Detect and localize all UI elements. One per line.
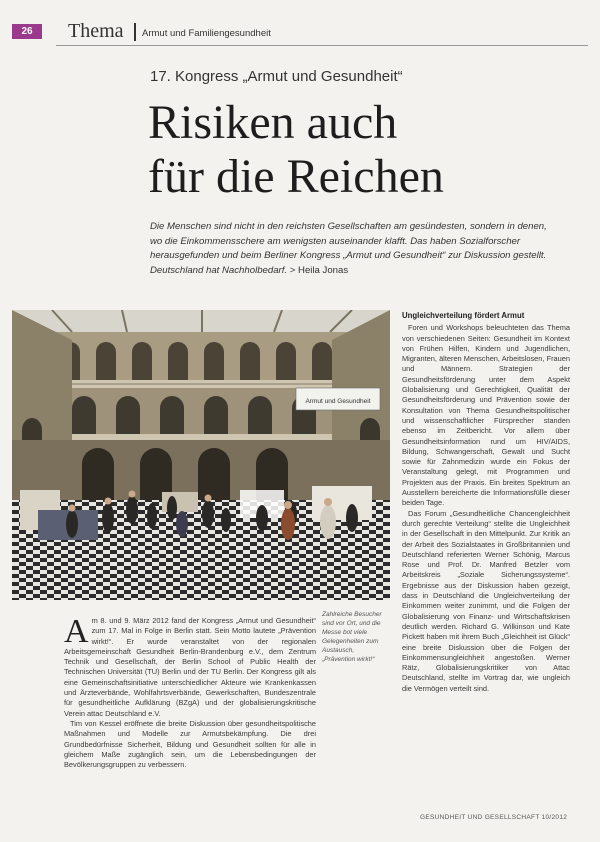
left-paragraph-1-text: m 8. und 9. März 2012 fand der Kongress „Armut und Gesundheit“ zum 17. Mal in Folge in Berlin statt. Sein Motto lautete „Prävention wirkt!“. Er wurde veranstaltet von der regionalen Arbeitsgemeinschaft Gesundheit Berlin-Brandenburg e.V., dem Zentrum Technik und Gesellschaft, der Berlin School of Public Health der Technischen Universität (TU) Berlin und der TU Berlin. Der Kongress gilt als eine Gemeinschaftsinitiative unterschiedlicher Akteure wie Krankenkassen und Ärzteverbände, Wohlfahrtsverbände, Gewerkschaften, Bundeszentrale für gesundheitliche Aufklärung (BZgA) und der globalisierungskritische Verein attac Deutschland e.V.	[64, 616, 316, 718]
left-column	[64, 613, 316, 770]
lead-text: Die Menschen sind nicht in den reichsten Gesellschaften am gesündesten, sondern in denen, wo die Einkommensschere am wenigsten auseinander klafft. Das haben Sozialforscher herausgefunden und beim Berliner Kongress „Armut und Gesundheit“ zur Diskussion gestellt. Deutschland hat Nachholbedarf.	[150, 221, 547, 276]
section-title: Thema	[68, 20, 124, 42]
article-title	[148, 96, 568, 204]
right-paragraph-1: Foren und Workshops beleuchteten das Thema von verschiedenen Seiten: Gesundheit im Kontext von Frühen Hilfen, Kindern und Jugendlichen, Migranten, älteren Menschen, Arbeitslosen, Frauen und Männern. Strategien der Gesundheitsförderung unter dem Aspekt Globalisierung und Gerechtigkeit, Qualität der Gesundheitsförderung und Prävention sowie der Konsultation von Thema Gesundheitspolitischer und wissenschaftlicher Fürsprecher standen ebenso im Zeitbericht. Vor allem über Gesundheitsinformation rund um HIV/AIDS, Bildung, Schwangerschaft, Gewalt und Sucht sowie für Zahnmedizin wurde ein Fokus der Veranstaltung gelegt, mit Programmen und Projekten aus der Praxis. Ein breites Spektrum an Ausstellern bereicherte die Informationsfülle dieser beiden Tage.	[402, 323, 570, 508]
congress-hall-photo	[12, 310, 390, 600]
article-lead	[150, 220, 555, 278]
article-kicker: 17. Kongress „Armut und Gesundheit“	[150, 68, 403, 85]
right-paragraph-2: Das Forum „Gesundheitliche Chancengleichheit durch gerechte Verteilung“ stellte die Ungleichheit in der Gesellschaft in den Mittelpunkt. Zur Kritik an der Arbeit des Sozialstaates in Großbritannien und Deutschland referierten Werner Schönig, Marcus Rose und Prof. Dr. Manfred Betzler vom Arbeitskreis „Soziale Sicherungssysteme“. Ergebnisse aus der Diskussion haben gezeigt, dass in Deutschland die Ungleichverteilung der Einkommen weiter zunimmt, und die Folgen der Globalisierung von Finanz- und Wirtschaftskrisen deutlich werden. Richard G. Wilkinson und Kate Pickett haben mit ihrem Buch „Gleichheit ist Glück“ eine breite Diskussion über die Folgen der Einkommensungleichheit angestoßen. Werner Rätz, Globalisierungskritiker von Attac Deutschland, stellte im Vortrag dar, wie ungleich die Vermögen verteilt sind.	[402, 508, 570, 693]
right-column	[402, 311, 570, 694]
right-column-heading: Ungleichverteilung fördert Armut	[402, 311, 525, 320]
page-footer: GESUNDHEIT UND GESELLSCHAFT 10/2012	[420, 814, 568, 821]
drop-cap: A	[64, 613, 89, 650]
page-number: 26	[12, 24, 42, 39]
section-divider	[134, 23, 136, 41]
left-paragraph-1	[64, 613, 316, 719]
left-paragraph-2: Tim von Kessel eröffnete die breite Diskussion über gesundheitspolitische Maßnahmen und Modelle zur Armutsbekämpfung. Die drei Grundbedürfnisse Sicherheit, Bildung und Gesundheit sollten für alle in gleichem Maße zugänglich sein, um die Lebensbedingungen der Bevölkerungsgruppen zu verbessern.	[64, 718, 316, 770]
photo-caption: Zahlreiche Besucher sind vor Ort, und die Messe bot viele Gelegenheiten zum Austausch, „Prävention wirkt!“	[322, 611, 382, 663]
header-rule	[56, 45, 588, 46]
title-line-1: Risiken auch	[148, 96, 398, 149]
hall-banner-text: Armut und Gesundheit	[305, 398, 371, 405]
title-line-2: für die Reichen	[148, 150, 444, 203]
author-byline: > Heila Jonas	[289, 264, 349, 276]
section-subtitle: Armut und Familiengesundheit	[142, 28, 271, 39]
